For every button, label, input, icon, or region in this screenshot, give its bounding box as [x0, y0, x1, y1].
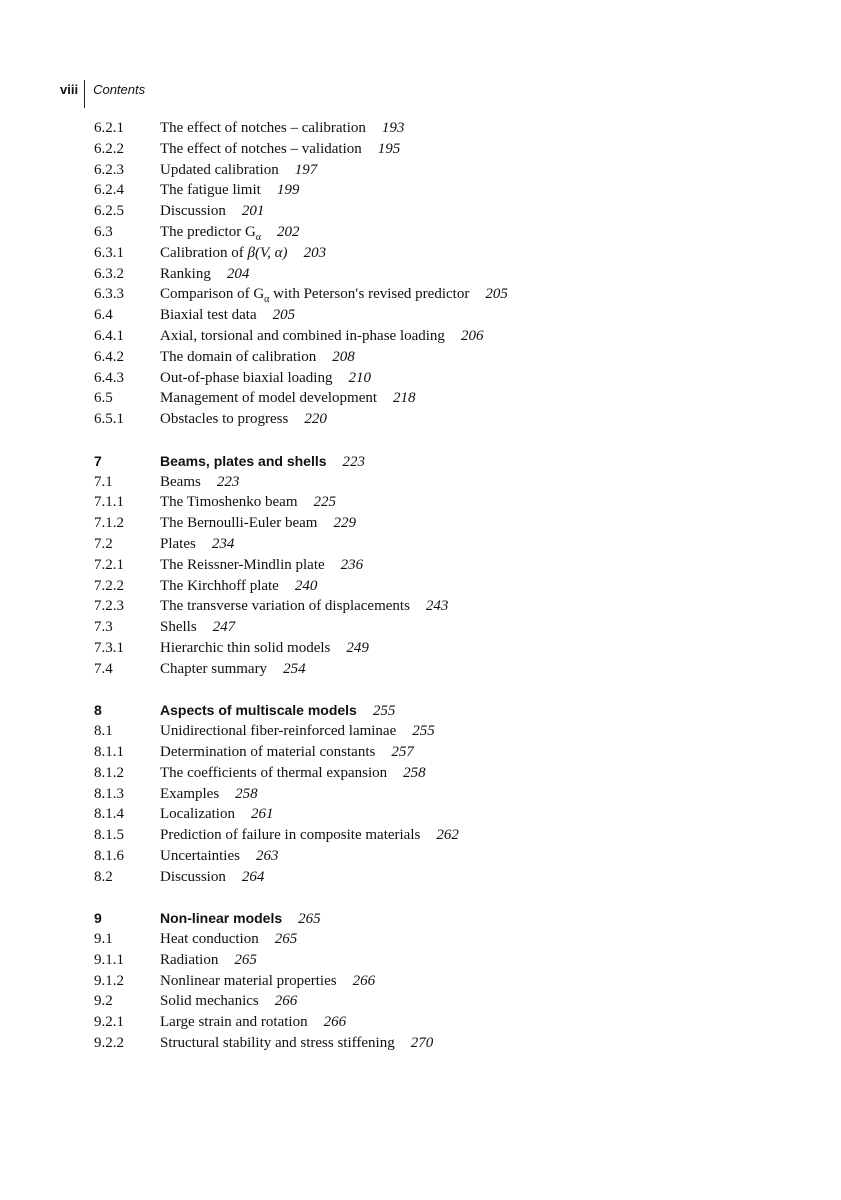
toc-entry-number: 8.1.4: [94, 806, 124, 823]
toc-entry-number: 8.1.3: [94, 785, 124, 802]
toc-entry-number: 8.2: [94, 868, 113, 885]
toc-entry-number: 6.3.3: [94, 286, 124, 303]
table-of-contents: [94, 118, 794, 1054]
toc-entry-title: Beams, plates and shells: [160, 452, 327, 469]
toc-entry-page: 266: [274, 993, 298, 1010]
toc-entry[interactable]: [94, 347, 794, 368]
toc-entry-page: 199: [276, 182, 300, 199]
toc-entry-title: Chapter summary: [160, 660, 268, 677]
page-number: viii: [60, 80, 85, 108]
toc-entry-title: Management of model development: [160, 390, 378, 407]
toc-entry-title: [160, 223, 262, 243]
toc-entry-number: 7.3: [94, 619, 113, 636]
toc-entry-title: Out-of-phase biaxial loading: [160, 369, 333, 386]
toc-entry-number: 6.4: [94, 307, 113, 324]
toc-entry-title: Axial, torsional and combined in-phase loading: [160, 327, 445, 344]
toc-entry-page: 210: [348, 369, 371, 386]
toc-entry-page: 262: [436, 827, 459, 844]
toc-entry-page: 201: [241, 203, 265, 220]
toc-entry-title: Plates: [160, 535, 196, 552]
toc-entry-number: 7.4: [94, 660, 113, 677]
toc-entry-number: 9.1: [94, 931, 113, 948]
toc-entry-page: 270: [410, 1035, 434, 1052]
toc-entry-number: 9.2.1: [94, 1014, 124, 1031]
toc-entry-number: 8.1.6: [94, 847, 124, 864]
toc-entry-title: Radiation: [160, 951, 219, 968]
toc-entry[interactable]: [94, 659, 794, 680]
toc-entry-page: 258: [235, 785, 258, 802]
toc-entry-page: 223: [342, 453, 366, 470]
toc-chapter-entry[interactable]: [94, 700, 794, 721]
toc-title-text: The predictor G: [160, 223, 256, 240]
toc-entry-page: 225: [313, 494, 336, 511]
toc-entry-title: Examples: [160, 785, 220, 802]
toc-entry-title: Prediction of failure in composite materials: [160, 827, 421, 844]
toc-entry[interactable]: [94, 201, 794, 222]
toc-entry[interactable]: [94, 492, 794, 513]
toc-entry-number: 7.3.1: [94, 639, 124, 656]
toc-entry[interactable]: [94, 368, 794, 389]
toc-entry-number: 8.1.1: [94, 743, 124, 760]
toc-entry-title: Unidirectional fiber-reinforced laminae: [160, 723, 397, 740]
toc-entry-page: 261: [250, 806, 274, 823]
toc-entry[interactable]: [94, 804, 794, 825]
toc-entry-number: 7.2.3: [94, 598, 124, 615]
toc-entry-title: Aspects of multiscale models: [160, 702, 357, 719]
toc-entry-number: 7.2.2: [94, 577, 124, 594]
toc-entry-page: 193: [381, 120, 405, 136]
toc-entry[interactable]: [94, 180, 794, 201]
toc-entry-number: 9.2: [94, 993, 113, 1010]
running-title: Contents: [93, 82, 146, 97]
toc-entry[interactable]: [94, 638, 794, 659]
toc-entry-title: Hierarchic thin solid models: [160, 639, 331, 656]
toc-entry[interactable]: [94, 222, 794, 243]
toc-entry[interactable]: [94, 763, 794, 784]
toc-entry-title: Non-linear models: [160, 910, 283, 927]
toc-entry-page: 266: [352, 972, 376, 989]
toc-entry-page: 258: [403, 764, 426, 781]
toc-entry-number: 6.5.1: [94, 411, 124, 428]
toc-entry-page: 254: [283, 660, 306, 677]
toc-entry-page: 234: [211, 535, 235, 552]
toc-entry-title: Obstacles to progress: [160, 411, 289, 428]
toc-entry-page: 220: [304, 411, 327, 428]
toc-entry[interactable]: [94, 243, 794, 264]
toc-chapter-entry[interactable]: [94, 451, 794, 472]
toc-entry[interactable]: [94, 326, 794, 347]
toc-entry-number: 9.1.1: [94, 951, 124, 968]
toc-entry[interactable]: [94, 534, 794, 555]
toc-entry-number: 7.2.1: [94, 556, 124, 573]
toc-entry[interactable]: [94, 825, 794, 846]
toc-entry-page: 218: [393, 390, 416, 407]
toc-entry[interactable]: [94, 118, 794, 139]
toc-entry-page: 265: [274, 931, 298, 948]
toc-entry-title: The Reissner-Mindlin plate: [160, 556, 325, 573]
toc-entry-title: The transverse variation of displacements: [160, 598, 410, 615]
toc-entry-page: 265: [298, 911, 321, 928]
toc-entry-title: The Timoshenko beam: [160, 494, 298, 511]
toc-entry-number: 6.2.2: [94, 140, 124, 157]
toc-entry-title: [160, 286, 470, 306]
toc-entry-title: The domain of calibration: [160, 348, 317, 365]
toc-entry-page: 263: [255, 847, 279, 864]
toc-entry-title: Ranking: [160, 265, 211, 282]
toc-entry-page: 204: [226, 265, 250, 282]
toc-entry-title: Solid mechanics: [160, 993, 259, 1010]
toc-entry[interactable]: [94, 139, 794, 160]
toc-entry-title: Heat conduction: [160, 931, 259, 948]
toc-entry-title: Determination of material constants: [160, 743, 376, 760]
toc-entry-page: 243: [425, 598, 449, 615]
toc-entry[interactable]: [94, 388, 794, 409]
toc-entry-title: Beams: [160, 473, 201, 490]
toc-entry[interactable]: [94, 929, 794, 950]
toc-entry-number: 7.1.1: [94, 494, 124, 511]
toc-entry-title: The Bernoulli-Euler beam: [160, 515, 318, 532]
toc-entry-page: 265: [234, 951, 257, 968]
toc-entry[interactable]: [94, 867, 794, 888]
toc-entry-number: 6.2.3: [94, 161, 124, 178]
toc-entry-number: 6.2.1: [94, 120, 124, 136]
toc-entry-number: 7.1: [94, 473, 113, 490]
toc-entry-page: 205: [485, 286, 508, 303]
toc-title-subscript: α: [255, 231, 262, 243]
toc-entry[interactable]: [94, 617, 794, 638]
toc-entry-number: 8: [94, 702, 102, 719]
toc-title-subscript: α: [264, 294, 270, 306]
toc-entry-title: Shells: [160, 619, 197, 636]
toc-entry-number: 6.3.2: [94, 265, 124, 282]
toc-entry-number: 6.4.1: [94, 327, 124, 344]
toc-entry-number: 8.1.5: [94, 827, 124, 844]
toc-entry-title: Discussion: [160, 203, 226, 220]
toc-entry-page: 206: [460, 327, 484, 344]
toc-entry-title: Uncertainties: [160, 847, 240, 864]
toc-entry-number: 8.1.2: [94, 764, 124, 781]
toc-title-text: with Peterson′s revised predictor: [269, 286, 470, 303]
running-head: [60, 80, 145, 108]
toc-entry-title: The Kirchhoff plate: [160, 577, 279, 594]
toc-entry[interactable]: [94, 409, 794, 430]
toc-entry-page: 208: [332, 348, 355, 365]
toc-entry-number: 9.2.2: [94, 1035, 124, 1052]
toc-entry-page: 205: [272, 307, 296, 324]
toc-entry-number: 7.1.2: [94, 515, 124, 532]
toc-entry-page: 236: [340, 556, 364, 573]
toc-entry-page: 240: [294, 577, 318, 594]
toc-entry-title: [160, 245, 288, 261]
toc-entry[interactable]: [94, 513, 794, 534]
toc-entry-title: The effect of notches – validation: [160, 140, 362, 157]
toc-entry[interactable]: [94, 991, 794, 1012]
toc-entry-page: 195: [377, 140, 401, 157]
toc-entry[interactable]: [94, 784, 794, 805]
toc-entry-page: 266: [323, 1014, 347, 1031]
toc-entry-page: 223: [216, 473, 240, 490]
toc-entry-title: Structural stability and stress stiffening: [160, 1035, 395, 1052]
toc-entry[interactable]: [94, 742, 794, 763]
toc-entry-number: 6.2.4: [94, 182, 124, 199]
toc-entry-number: 6.3.1: [94, 244, 124, 261]
toc-entry-title: Discussion: [160, 868, 226, 885]
toc-entry-page: 247: [212, 619, 236, 636]
toc-entry[interactable]: [94, 1033, 794, 1054]
toc-entry-number: 7: [94, 452, 102, 469]
toc-entry[interactable]: [94, 950, 794, 971]
toc-entry[interactable]: [94, 305, 794, 326]
toc-entry-number: 7.2: [94, 535, 113, 552]
toc-entry-number: 6.4.3: [94, 369, 124, 386]
toc-entry[interactable]: [94, 472, 794, 493]
toc-entry-page: 202: [277, 223, 300, 240]
toc-entry[interactable]: [94, 160, 794, 181]
toc-entry-page: 229: [333, 515, 356, 532]
toc-entry[interactable]: [94, 721, 794, 742]
toc-title-text: Calibration of: [160, 244, 248, 261]
toc-entry-page: 203: [303, 244, 327, 261]
toc-chapter-entry[interactable]: [94, 908, 794, 929]
toc-entry[interactable]: [94, 971, 794, 992]
toc-entry-title: Biaxial test data: [160, 307, 257, 324]
toc-entry-number: 8.1: [94, 723, 113, 740]
toc-entry-page: 255: [372, 703, 396, 720]
toc-title-math: β(V, α): [247, 244, 288, 261]
toc-entry[interactable]: [94, 284, 794, 305]
toc-entry-title: Nonlinear material properties: [160, 972, 337, 989]
toc-entry-number: 9: [94, 910, 102, 927]
toc-entry-title: Updated calibration: [160, 161, 279, 178]
toc-entry[interactable]: [94, 555, 794, 576]
toc-entry[interactable]: [94, 596, 794, 617]
toc-entry-page: 257: [391, 743, 414, 760]
toc-entry-number: 6.4.2: [94, 348, 124, 365]
toc-entry[interactable]: [94, 264, 794, 285]
toc-entry-page: 249: [346, 639, 369, 656]
toc-entry-number: 6.3: [94, 223, 113, 240]
toc-entry-number: 6.2.5: [94, 203, 124, 220]
toc-entry-number: 9.1.2: [94, 972, 124, 989]
toc-entry-page: 197: [294, 161, 318, 178]
toc-entry-title: The coefficients of thermal expansion: [160, 764, 388, 781]
toc-entry-page: 264: [241, 868, 265, 885]
toc-entry-title: The effect of notches – calibration: [160, 120, 366, 136]
toc-title-text: Comparison of G: [160, 286, 265, 303]
toc-entry-page: 255: [412, 723, 435, 740]
toc-entry-number: 6.5: [94, 390, 113, 407]
toc-entry-title: Large strain and rotation: [160, 1014, 308, 1031]
toc-entry[interactable]: [94, 846, 794, 867]
toc-entry[interactable]: [94, 576, 794, 597]
toc-entry-title: The fatigue limit: [160, 182, 261, 199]
toc-entry-title: Localization: [160, 806, 235, 823]
toc-entry[interactable]: [94, 1012, 794, 1033]
